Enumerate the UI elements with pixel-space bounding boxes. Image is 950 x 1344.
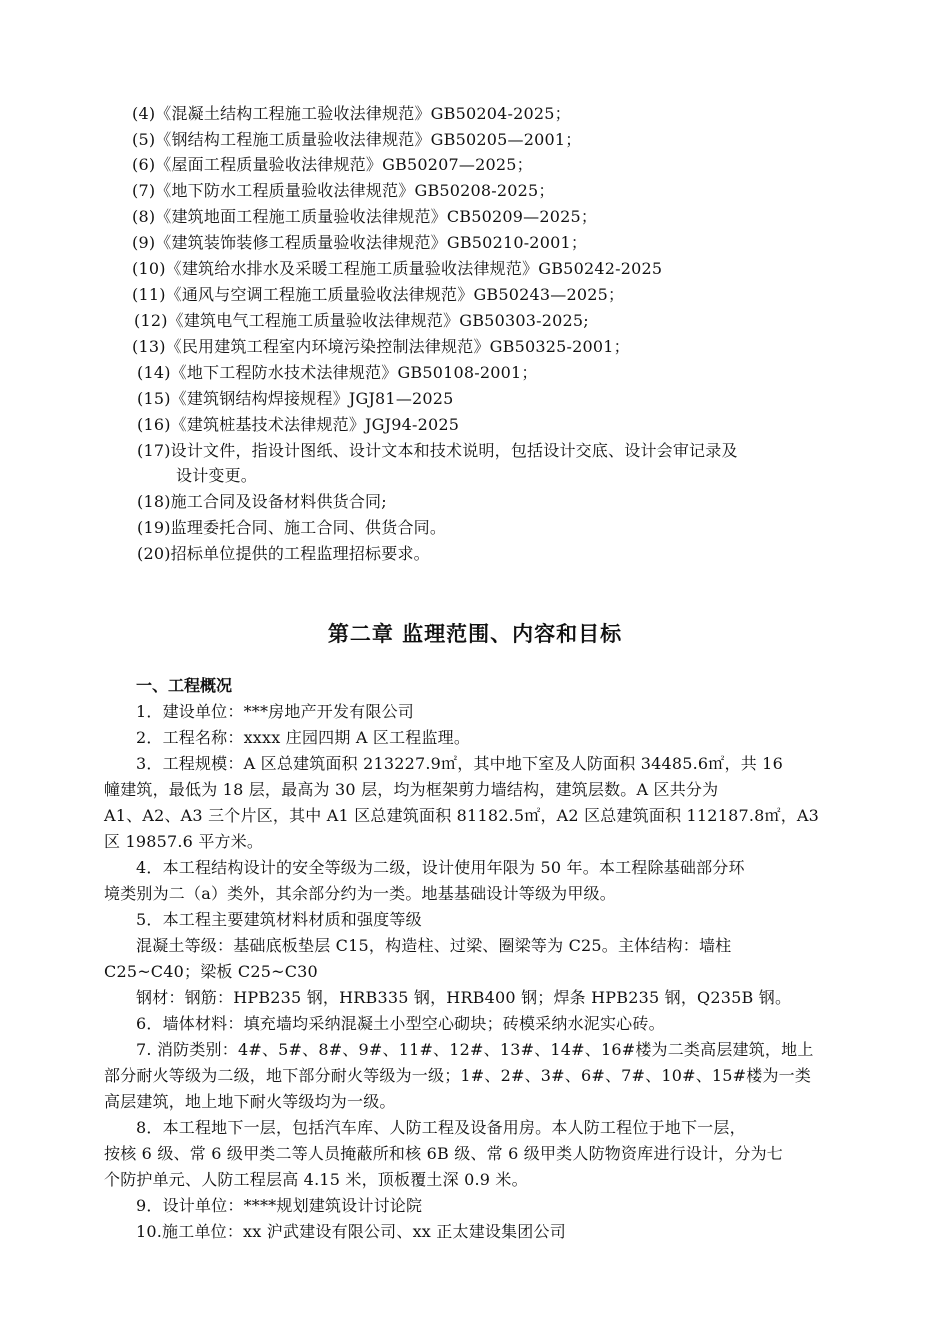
- body-line: 高层建筑，地上地下耐火等级均为一级。: [104, 1092, 396, 1111]
- reference-item: (17)设计文件，指设计图纸、设计文本和技术说明，包括设计交底、设计会审记录及: [137, 441, 738, 460]
- body-line: 1．建设单位：***房地产开发有限公司: [136, 702, 414, 721]
- reference-item: (15)《建筑钢结构焊接规程》JGJ81—2025: [137, 389, 454, 408]
- body-line: 混凝土等级：基础底板垫层 C15，构造柱、过梁、圈梁等为 C25。主体结构：墙柱: [136, 936, 732, 955]
- body-line: 5．本工程主要建筑材料材质和强度等级: [136, 910, 422, 929]
- body-line: 4．本工程结构设计的安全等级为二级，设计使用年限为 50 年。本工程除基础部分环: [136, 858, 745, 877]
- reference-item: (16)《建筑桩基技术法律规范》JGJ94-2025: [137, 415, 460, 434]
- reference-item: (9)《建筑装饰装修工程质量验收法律规范》GB50210-2001；: [132, 233, 588, 252]
- reference-item: (18)施工合同及设备材料供货合同;: [137, 492, 387, 511]
- reference-item: (6)《屋面工程质量验收法律规范》GB50207—2025；: [132, 155, 533, 174]
- body-line: 区 19857.6 平方米。: [104, 832, 264, 851]
- body-line: 境类别为二（a）类外，其余部分约为一类。地基基础设计等级为甲级。: [104, 884, 616, 903]
- reference-item: (8)《建筑地面工程施工质量验收法律规范》CB50209—2025；: [132, 207, 598, 226]
- reference-item: (14)《地下工程防水技术法律规范》GB50108-2001；: [137, 363, 538, 382]
- reference-item: (7)《地下防水工程质量验收法律规范》GB50208-2025；: [132, 181, 555, 200]
- reference-item: (13)《民用建筑工程室内环境污染控制法律规范》GB50325-2001；: [132, 337, 630, 356]
- body-line: 2．工程名称：xxxx 庄园四期 A 区工程监理。: [136, 728, 471, 747]
- body-line: 6．墙体材料：填充墙均采纳混凝土小型空心砌块；砖模采纳水泥实心砖。: [136, 1014, 665, 1033]
- body-line: 9．设计单位：****规划建筑设计讨论院: [136, 1196, 423, 1215]
- body-line: 按核 6 级、常 6 级甲类二等人员掩蔽所和核 6B 级、常 6 级甲类人防物资库进行设计，分为七: [104, 1144, 783, 1163]
- body-line: 10.施工单位：xx 沪武建设有限公司、xx 正太建设集团公司: [136, 1222, 566, 1241]
- reference-item: (12)《建筑电气工程施工质量验收法律规范》GB50303-2025;: [134, 311, 589, 330]
- body-line: 钢材：钢筋：HPB235 钢，HRB335 钢，HRB400 钢；焊条 HPB235 钢，Q235B 钢。: [136, 988, 792, 1007]
- reference-item: (20)招标单位提供的工程监理招标要求。: [137, 544, 430, 563]
- body-line: C25~C40；梁板 C25~C30: [104, 962, 318, 981]
- reference-item: (10)《建筑给水排水及采暖工程施工质量验收法律规范》GB50242-2025: [132, 259, 663, 278]
- reference-item: (11)《通风与空调工程施工质量验收法律规范》GB50243—2025；: [132, 285, 625, 304]
- reference-item: (4)《混凝土结构工程施工验收法律规范》GB50204-2025；: [132, 104, 571, 123]
- body-line: 8．本工程地下一层，包括汽车库、人防工程及设备用房。本人防工程位于地下一层，: [136, 1118, 746, 1137]
- body-line: 幢建筑，最低为 18 层，最高为 30 层，均为框架剪力墙结构，建筑层数。A 区共分为: [104, 780, 719, 799]
- reference-item-continuation: 设计变更。: [176, 466, 258, 485]
- body-line: 7. 消防类别：4#、5#、8#、9#、11#、12#、13#、14#、16#楼为二类高层建筑，地上: [136, 1040, 814, 1059]
- reference-item: (19)监理委托合同、施工合同、供货合同。: [137, 518, 447, 537]
- chapter-title: 第二章 监理范围、内容和目标: [327, 622, 623, 646]
- section-title: 一、工程概况: [136, 676, 233, 695]
- body-line: 部分耐火等级为二级，地下部分耐火等级为一级；1#、2#、3#、6#、7#、10#、15#楼为一类: [104, 1066, 812, 1085]
- body-line: 个防护单元、人防工程层高 4.15 米，顶板覆土深 0.9 米。: [104, 1170, 528, 1189]
- body-line: 3．工程规模：A 区总建筑面积 213227.9㎡，其中地下室及人防面积 34485.6㎡，共 16: [136, 754, 783, 773]
- reference-item: (5)《钢结构工程施工质量验收法律规范》GB50205—2001；: [132, 130, 582, 149]
- body-line: A1、A2、A3 三个片区，其中 A1 区总建筑面积 81182.5㎡，A2 区总建筑面积 112187.8㎡，A3: [104, 806, 820, 825]
